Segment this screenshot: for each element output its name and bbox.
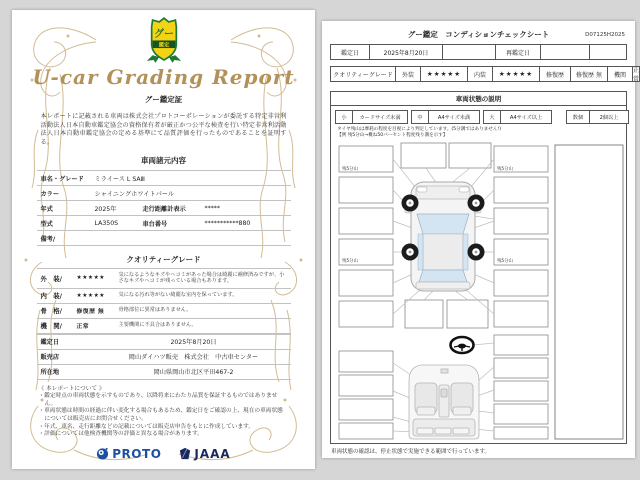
- exterior-label: 外装: [395, 66, 421, 82]
- quality-description: 主要機関に不具合はありません。: [118, 322, 197, 329]
- interior-stars: ★★★★★: [492, 66, 540, 82]
- size-small-desc: カードサイズ未満: [352, 110, 408, 124]
- quality-description: 骨格部位に異常はありません。: [118, 307, 192, 314]
- grading-report-document: [12, 10, 315, 469]
- date-value: 2025年8月20日: [369, 44, 443, 60]
- footer-logos: [12, 447, 315, 461]
- info-value: 岡山県岡山市北区平田467-2: [153, 369, 234, 377]
- tire-note-line-1: タイヤ残山は摩耗の程度を目視により判定しています。(5分溝ではありません!): [337, 127, 502, 132]
- info-value: 岡山ダイハツ販売 株式会社 中古車センター: [128, 354, 259, 362]
- quality-label: 外 装/: [40, 274, 63, 283]
- about-item: ・年式、車名、走行距離などの記載については販売店申告をもとに作成しています。: [38, 423, 255, 430]
- jaaa-logo-text: JAAA: [194, 446, 231, 461]
- engine-value: 正常: [633, 67, 640, 83]
- size-medium-label: 中: [411, 110, 429, 124]
- about-report-notes: [39, 386, 289, 439]
- spec-label: 車名・グレード: [40, 175, 84, 183]
- star-rating: ★★★★★: [76, 275, 105, 282]
- spec-section-title: 車両諸元内容: [141, 156, 186, 166]
- report-title: U-car Grading Report: [32, 65, 295, 89]
- proto-logo-text: PROTO: [112, 446, 162, 461]
- quality-description: 気になるようなキズやヘコミがあった場合は綺麗に補修済みですが、小さなキズやヘコミが残っている場合もあります。: [118, 271, 285, 285]
- quality-label: 骨 格/: [40, 307, 63, 316]
- exterior-stars: ★★★★★: [420, 66, 468, 82]
- repair-history-value: 修復歴 無: [570, 66, 608, 82]
- jaaa-logo: [179, 447, 230, 461]
- table-row: [37, 318, 291, 334]
- table-row: [37, 200, 291, 215]
- proto-logo: [96, 447, 161, 461]
- reinspection-date-value: [540, 44, 590, 60]
- spec-value: 2025年: [94, 205, 117, 213]
- count-desc: 2個以上: [589, 110, 629, 124]
- badge-text-kantei: 鑑定: [158, 42, 169, 49]
- table-row: [37, 288, 291, 303]
- quality-grade-row: [330, 66, 640, 83]
- engine-label: 機関: [607, 66, 633, 82]
- table-row: [37, 185, 291, 200]
- vehicle-spec-table: [37, 170, 291, 246]
- quality-description: 気になる汚れ等がない綺麗な室内を保っています。: [118, 292, 238, 299]
- tire-note-line-2: 【例 残5分山→概ね50パーセント程度残り溝を示す】: [337, 132, 448, 138]
- spec-label: 走行距離計表示: [142, 205, 186, 213]
- sheet-code: D07125H2025: [585, 32, 625, 38]
- goo-kantei-badge: [145, 17, 183, 63]
- date-label: 鑑定日: [330, 44, 370, 60]
- sheet-header: [322, 29, 635, 40]
- spec-label: 備考/: [40, 235, 56, 243]
- quality-label: 機 関/: [40, 322, 63, 331]
- report-intro-paragraph: 本レポートに記載される車両は株式会社プロトコーポレーションが委託する特定非営利活動法人日本自動車鑑定協会の資格保有者が厳正かつ公平な検査を行い特定非営利活動法人日本自動車鑑定協会の定める基準にて品質評価を行ったものであることを証明する。: [40, 113, 287, 146]
- table-row: [37, 170, 291, 185]
- spec-value: ***********880: [204, 219, 251, 227]
- count-label: 数個: [566, 110, 590, 124]
- repair-history-label: 修復歴: [539, 66, 571, 82]
- tire-tread-label-front-right: 残5分山: [497, 166, 513, 172]
- tire-tread-label-rear-left: 残5分山: [342, 258, 358, 264]
- quality-label: 内 装/: [40, 292, 63, 301]
- car-interior-view: [409, 365, 479, 439]
- about-item: ・車両状態は時間の経過に伴い変化する場合もあるため、鑑定日をご確認の上、現在の車両状態については販売店にお問合せください。: [38, 408, 283, 422]
- table-row: [37, 230, 291, 246]
- steering-wheel-icon: [451, 337, 474, 353]
- table-row: [37, 215, 291, 230]
- certificate-label: グー鑑定証: [144, 95, 183, 104]
- dealer-info-table: [37, 334, 291, 380]
- size-medium-desc: A4サイズ未満: [428, 110, 480, 124]
- table-row: [37, 349, 291, 364]
- info-label: 鑑定日: [40, 339, 60, 347]
- size-large-desc: A4サイズ以上: [500, 110, 552, 124]
- about-title: 《 本レポートについて 》: [38, 385, 105, 392]
- table-row: [37, 268, 291, 287]
- grade-row-label: クオリティーグレード: [330, 66, 396, 82]
- table-row: [37, 334, 291, 349]
- star-rating: ★★★★★: [76, 292, 105, 299]
- empty-cell: [589, 44, 627, 60]
- spec-value: シャイニングホワイトパール: [94, 190, 175, 198]
- quality-grade-table: [37, 268, 291, 333]
- proto-logo-icon: [96, 447, 109, 460]
- condition-check-sheet-document: [322, 21, 640, 458]
- about-item: ・評価については他検査機関等の評価と異なる場合があります。: [38, 431, 203, 438]
- vehicle-condition-diagram: [331, 141, 626, 441]
- info-label: 販売店: [40, 354, 60, 362]
- condition-section-title: 車両状態の説明: [331, 92, 626, 106]
- inspection-date-row: [330, 44, 627, 60]
- size-large-label: 大: [483, 110, 501, 124]
- size-small-label: 小: [335, 110, 353, 124]
- info-label: 所在地: [40, 369, 60, 377]
- quality-grade-title: クオリティーグレード: [126, 255, 201, 265]
- spec-label: 車台番号: [142, 220, 168, 228]
- info-value: 2025年8月20日: [170, 339, 217, 347]
- sheet-footer-note: 車両状態の確認は、停止状態で実施できる範囲で行っています。: [331, 448, 491, 455]
- jaaa-logo-icon: [179, 447, 191, 460]
- spec-label: カラー: [40, 190, 60, 198]
- tire-tread-label-front-left: 残5分山: [342, 166, 358, 172]
- tire-tread-label-rear-right: 残5分山: [497, 258, 513, 264]
- quality-value: 修復歴 無: [76, 309, 105, 316]
- table-row: [37, 364, 291, 380]
- spec-value: *****: [204, 204, 220, 212]
- spec-label: 年式: [40, 205, 53, 213]
- spec-value: ミライース L SAⅢ: [94, 175, 145, 183]
- sheet-title: グー鑑定 コンディションチェックシート: [407, 30, 550, 39]
- vehicle-condition-section: [330, 91, 627, 444]
- reinspection-date-label: 再鑑定日: [495, 44, 541, 60]
- about-item: ・鑑定時点の車両状態を示すものであり、以降将来にわたり品質を保証するものではありません。: [38, 393, 278, 407]
- badge-text-goo: グー: [153, 29, 174, 41]
- empty-cell: [442, 44, 496, 60]
- table-row: [37, 303, 291, 318]
- spec-label: 型式: [40, 220, 53, 228]
- spec-value: LA350S: [94, 219, 119, 227]
- interior-label: 内装: [467, 66, 493, 82]
- quality-value: 正常: [76, 324, 90, 331]
- damage-size-legend: [336, 110, 621, 124]
- tire-tread-note: [337, 127, 620, 139]
